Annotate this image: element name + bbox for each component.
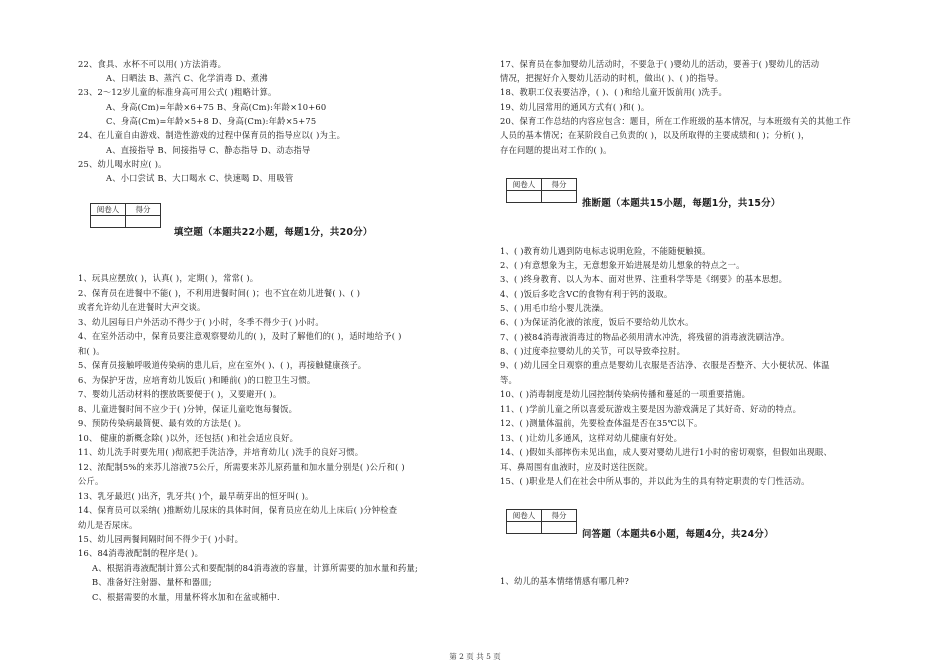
- question-line: 12、浓配制5%的来苏儿溶液75公斤，所需要来苏儿原药量和加水量分别是( )公斤和( ): [78, 462, 405, 472]
- option-line: A、小口尝试 B、大口喝水 C、快速喝 D、用吸管: [106, 173, 294, 183]
- question-line: 4、在室外活动中，保育员要注意观察婴幼儿的( )，及时了解他们的( )，适时地给予( ): [78, 331, 402, 341]
- question-line: 11、幼儿洗手时要先用( )彻底把手洗洁净，并培育幼儿( )洗手的良好习惯。: [78, 447, 364, 457]
- question-line: 18、教职工仪表要洁净，( )、( )和给儿童开饭前用( )洗手。: [500, 87, 728, 97]
- question-line: 10、 健康的新概念除( )以外，还包括( )和社会适应良好。: [78, 433, 299, 443]
- question-line: 8、儿童进餐时间不应少于( )分钟，保证儿童吃饱每餐饭。: [78, 404, 298, 414]
- option-line: A、直接指导 B、间接指导 C、静态指导 D、动态指导: [106, 145, 311, 155]
- judge-line: 9、( )幼儿园全日观察的重点是婴幼儿衣服是否洁净、衣服是否整齐、大小便状况、体温: [500, 360, 830, 370]
- question-line: 25、幼儿喝水时应( )。: [78, 159, 167, 169]
- question-line: 2、保育员在进餐中不能( )，不利用进餐时间( )；也不宜在幼儿进餐( )、( ): [78, 288, 361, 298]
- section-title-judge: 推断题（本题共15小题，每题1分，共15分）: [582, 198, 781, 209]
- judge-line: 6、( )为保证消化液的浓度，饭后不要给幼儿饮水。: [500, 317, 694, 327]
- question-line: 人员的基本情况；在某阶段自己负责的( )，以及所取得的主要成绩和( )；分析( )，: [500, 130, 810, 140]
- score-box: [506, 178, 577, 203]
- grader-cell[interactable]: [91, 216, 126, 228]
- grader-cell[interactable]: [507, 522, 542, 534]
- question-line: 13、乳牙最迟( )出齐，乳牙共( )个，最早萌芽出的恒牙叫( )。: [78, 491, 314, 501]
- question-line: 17、保育员在参加婴幼儿活动时，不要急于( )婴幼儿的活动，要善于( )婴幼儿的活动: [500, 59, 820, 69]
- judge-line: 1、( )教育幼儿遇到防电标志说明危险，不能随便触摸。: [500, 246, 711, 256]
- option-line: C、身高(Cm)=年龄×5+8 D、身高(Cm):年龄×5+75: [106, 116, 317, 126]
- question-line: 存在问题的提出对工作的( )。: [500, 145, 612, 155]
- question-line: 23、2～12岁儿童的标准身高可用公式( )粗略计算。: [78, 87, 277, 97]
- question-line: 和( )。: [78, 346, 105, 356]
- judge-line: 12、( )测量体温前，先要检查体温是否在35℃以下。: [500, 418, 703, 428]
- question-line: 16、84消毒液配制的程序是( )。: [78, 548, 204, 558]
- option-line: A、根据消毒液配制计算公式和要配制的84消毒液的容量，计算所需要的加水量和药量;: [92, 563, 419, 573]
- section-title-qa: 问答题（本题共6小题，每题4分，共24分）: [582, 529, 774, 540]
- question-line: 幼儿是否尿床。: [78, 520, 138, 530]
- grader-label: 阅卷人: [507, 179, 542, 191]
- grader-label: 阅卷人: [507, 510, 542, 522]
- question-line: 情况，把握好介入婴幼儿活动的时机，做出( )、( )的指导。: [500, 73, 724, 83]
- question-line: 7、婴幼儿活动材料的摆放既要便于( )，又要避开( )。: [78, 389, 282, 399]
- question-line: 1、玩具应摆放( )，认真( )，定期( )，常常( )。: [78, 273, 259, 283]
- option-line: A、身高(Cm)=年龄×6+75 B、身高(Cm):年龄×10+60: [106, 102, 327, 112]
- score-cell[interactable]: [126, 216, 161, 228]
- question-line: 5、保育员接触呼吸道传染病的患儿后，应在室外( )、( )，再接触健康孩子。: [78, 360, 367, 370]
- question-line: 9、预防传染病最简便、最有效的方法是( )。: [78, 418, 247, 428]
- question-line: 或者允许幼儿在进餐时大声交谈。: [78, 302, 206, 312]
- score-box: [506, 509, 577, 534]
- option-line: A、日晒法 B、蒸汽 C、化学消毒 D、煮沸: [106, 73, 268, 83]
- judge-line: 11、( )学前儿童之所以喜爱玩游戏主要是因为游戏满足了其好奇、好动的特点。: [500, 404, 802, 414]
- judge-line: 7、( )被84消毒液消毒过的物品必须用清水冲洗，将残留的消毒液洗刷洁净。: [500, 332, 790, 342]
- question-line: 15、幼儿园两餐间隔时间不得少于( )小时。: [78, 534, 244, 544]
- question-line: 3、幼儿园每日户外活动不得少于( )小时，冬季不得少于( )小时。: [78, 317, 324, 327]
- score-label: 得分: [126, 204, 161, 216]
- judge-line: 13、( )让幼儿多通风，这样对幼儿健康有好处。: [500, 433, 683, 443]
- judge-line: 5、( )用毛巾给小婴儿洗澡。: [500, 303, 609, 313]
- question-line: 公斤。: [78, 476, 104, 486]
- grader-cell[interactable]: [507, 191, 542, 203]
- judge-line: 4、( )饭后多吃含VC的食物有利于钙的汲取。: [500, 289, 673, 299]
- judge-line: 8、( )过度牵拉婴幼儿的关节，可以导致牵拉肘。: [500, 346, 686, 356]
- score-cell[interactable]: [542, 191, 577, 203]
- score-label: 得分: [542, 510, 577, 522]
- question-line: 20、保育工作总结的内容应包含：题目，所在工作班级的基本情况，与本班级有关的其他工作: [500, 116, 851, 126]
- score-box: [90, 203, 161, 228]
- judge-line: 14、( )假如头部摔伤未见出血，成人要对婴幼儿进行1小时的密切观察，但假如出现眼、: [500, 447, 833, 457]
- question-line: 22、食具、水杯不可以用( )方法消毒。: [78, 59, 227, 69]
- judge-line: 10、( )消毒制度是幼儿园控制传染病传播和蔓延的一项重要措施。: [500, 389, 751, 399]
- page-footer: 第 2 页 共 5 页: [449, 652, 501, 661]
- judge-line: 3、( )终身教育、以人为本、面对世界、注重科学等是《纲要》的基本思想。: [500, 274, 788, 284]
- option-line: C、根据需要的水量，用量杯将水加和在盆或桶中.: [92, 592, 280, 602]
- judge-line: 耳、鼻周围有血液时，应及时送往医院。: [500, 462, 653, 472]
- qa-line: 1、幼儿的基本情绪情感有哪几种?: [500, 576, 630, 586]
- score-label: 得分: [542, 179, 577, 191]
- question-line: 24、在儿童自由游戏、制造性游戏的过程中保育员的指导应以( )为主。: [78, 130, 346, 140]
- question-line: 19、幼儿园常用的通风方式有( )和( )。: [500, 102, 650, 112]
- judge-line: 15、( )职业是人们在社会中所从事的，并以此为生的具有特定职责的专门性活动。: [500, 476, 810, 486]
- grader-label: 阅卷人: [91, 204, 126, 216]
- section-title-fill: 填空题（本题共22小题，每题1分，共20分）: [174, 227, 373, 238]
- judge-line: 2、( )有意想象为主，无意想象开始进展是幼儿想象的特点之一。: [500, 260, 745, 270]
- question-line: 6、为保护牙齿，应培育幼儿饭后( )和睡前( )的口腔卫生习惯。: [78, 375, 316, 385]
- judge-line: 等。: [500, 375, 517, 385]
- option-line: B、准备好注射器、量杯和器皿;: [92, 577, 212, 587]
- question-line: 14、保育员可以采纳( )推断幼儿尿床的具体时间，保育员应在幼儿上床后( )分钟检查: [78, 505, 398, 515]
- score-cell[interactable]: [542, 522, 577, 534]
